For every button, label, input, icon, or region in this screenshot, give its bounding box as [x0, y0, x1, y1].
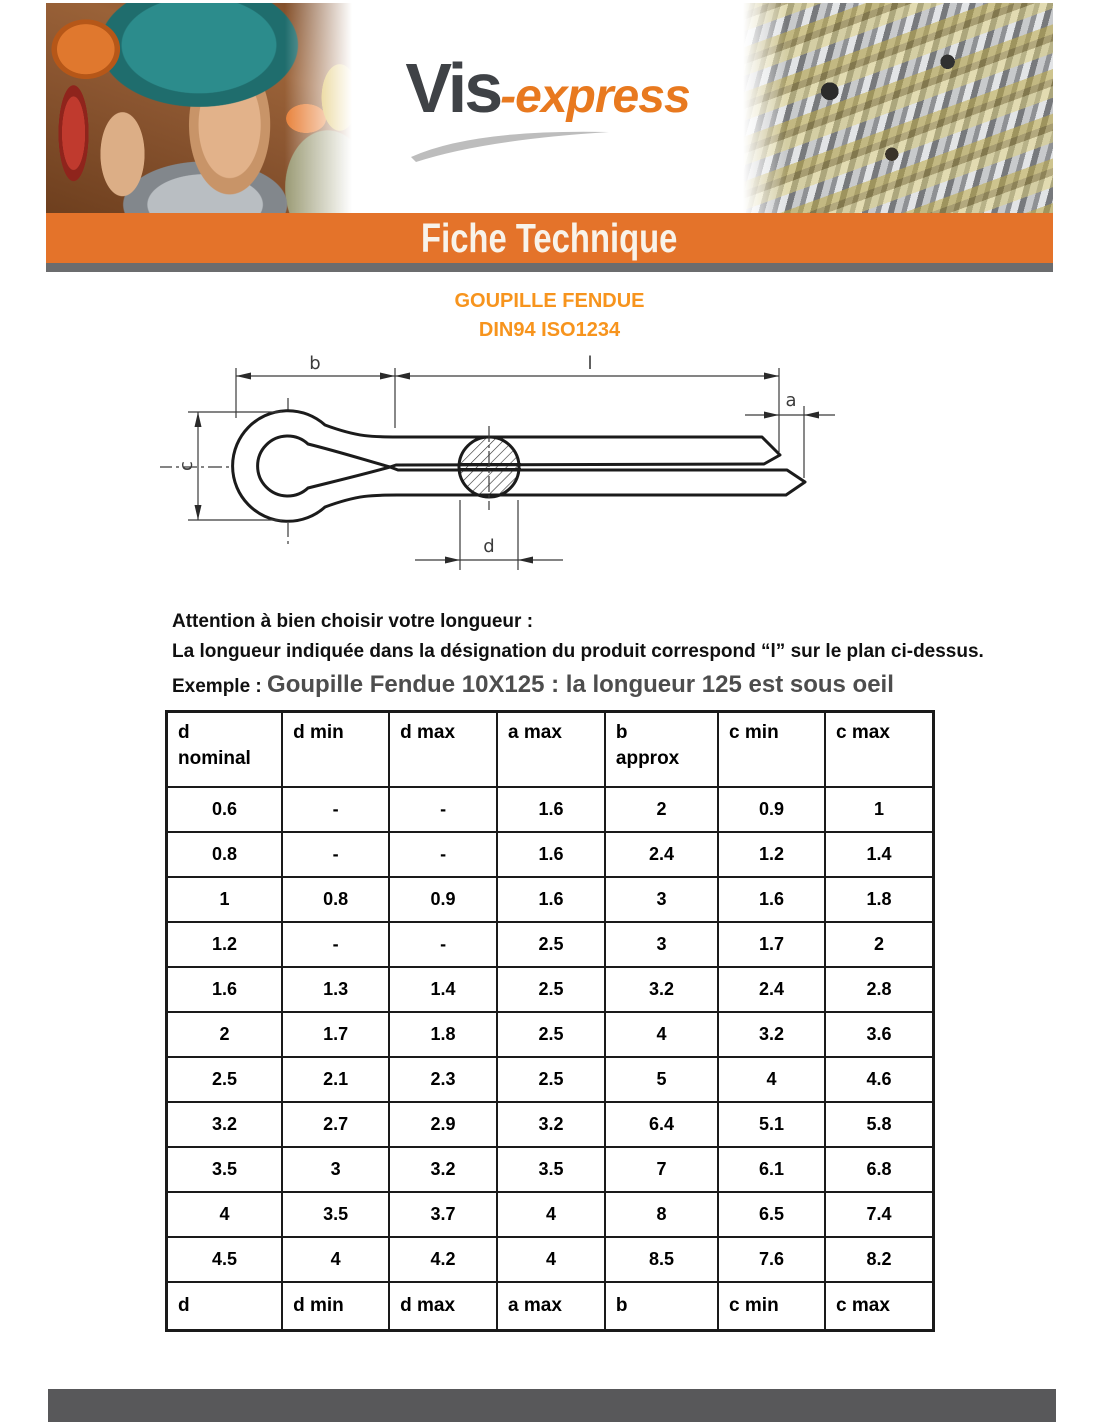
- table-cell: 1.8: [389, 1012, 497, 1057]
- logo-express-text: -express: [500, 70, 690, 123]
- note-line1: Attention à bien choisir votre longueur :: [172, 611, 534, 632]
- table-cell: 2: [167, 1012, 283, 1057]
- table-row: [167, 1237, 934, 1282]
- dim-label-b: b: [309, 353, 321, 374]
- logo-vis-text: Vis: [405, 49, 501, 127]
- table-cell: 2.5: [167, 1057, 283, 1102]
- table-cell: 7.6: [718, 1237, 825, 1282]
- note: [172, 607, 1008, 704]
- note-line2: La longueur indiquée dans la désignation du produit correspond “l” sur le plan ci-dessus.: [172, 641, 984, 662]
- column-header: a max: [497, 712, 605, 788]
- dim-label-a: a: [785, 390, 797, 411]
- logo-wordmark: [405, 49, 690, 127]
- table-cell: 3.2: [718, 1012, 825, 1057]
- table-cell: 3.7: [389, 1192, 497, 1237]
- table-cell: 6.5: [718, 1192, 825, 1237]
- table-cell: 1.6: [497, 832, 605, 877]
- table-row: [167, 1102, 934, 1147]
- table-cell: 2.3: [389, 1057, 497, 1102]
- table-cell: 4: [282, 1237, 389, 1282]
- table-row: [167, 1057, 934, 1102]
- table-cell: 2.1: [282, 1057, 389, 1102]
- table-cell: 7.4: [825, 1192, 933, 1237]
- table-cell: 1.3: [282, 967, 389, 1012]
- footer-row: [167, 1282, 934, 1331]
- footer-cell: a max: [497, 1282, 605, 1331]
- table-cell: 2: [605, 787, 718, 832]
- table-cell: 3.5: [282, 1192, 389, 1237]
- footer-bar: [48, 1389, 1056, 1422]
- dim-label-c: c: [176, 461, 197, 471]
- footer-cell: d: [167, 1282, 283, 1331]
- table-cell: -: [282, 832, 389, 877]
- technical-drawing: [160, 348, 980, 598]
- table-cell: 6.1: [718, 1147, 825, 1192]
- column-header: d max: [389, 712, 497, 788]
- table-cell: 3.2: [167, 1102, 283, 1147]
- table-cell: 1.6: [497, 787, 605, 832]
- table-cell: 2.5: [497, 922, 605, 967]
- table-cell: -: [282, 922, 389, 967]
- header-row: [167, 712, 934, 788]
- footer-cell: c min: [718, 1282, 825, 1331]
- banner-title: Fiche Technique: [421, 214, 678, 261]
- table-cell: 5.1: [718, 1102, 825, 1147]
- doc-title-line2: DIN94 ISO1234: [478, 319, 621, 341]
- table-cell: 4.5: [167, 1237, 283, 1282]
- table-row: [167, 832, 934, 877]
- table-cell: 1.4: [825, 832, 933, 877]
- column-header: c max: [825, 712, 933, 788]
- table-cell: 1.7: [718, 922, 825, 967]
- table-cell: 1: [825, 787, 933, 832]
- table-cell: 7: [605, 1147, 718, 1192]
- table-cell: 2.7: [282, 1102, 389, 1147]
- example-line: [172, 668, 1008, 704]
- table-cell: 2: [825, 922, 933, 967]
- table-cell: 2.5: [497, 1057, 605, 1102]
- table-cell: 1.4: [389, 967, 497, 1012]
- page-content: [46, 3, 1053, 1422]
- table-cell: 6.8: [825, 1147, 933, 1192]
- table-cell: 2.4: [718, 967, 825, 1012]
- logo-swoosh: [403, 127, 633, 163]
- table-cell: 3.5: [167, 1147, 283, 1192]
- table-cell: 8: [605, 1192, 718, 1237]
- table-cell: 4: [605, 1012, 718, 1057]
- doc-title: [46, 287, 1053, 345]
- column-header: d nominal: [167, 712, 283, 788]
- table-cell: 2.8: [825, 967, 933, 1012]
- table-cell: 0.9: [718, 787, 825, 832]
- table-cell: 0.8: [167, 832, 283, 877]
- table-cell: 1.6: [497, 877, 605, 922]
- table-cell: 8.5: [605, 1237, 718, 1282]
- table-cell: 1.2: [718, 832, 825, 877]
- example-label: Exemple :: [172, 676, 268, 697]
- table-cell: 2.4: [605, 832, 718, 877]
- table-cell: 3.6: [825, 1012, 933, 1057]
- table-row: [167, 1012, 934, 1057]
- table-cell: 6.4: [605, 1102, 718, 1147]
- column-header: c min: [718, 712, 825, 788]
- table-cell: 2.5: [497, 1012, 605, 1057]
- table-row: [167, 1147, 934, 1192]
- footer-cell: d max: [389, 1282, 497, 1331]
- header: [46, 3, 1053, 213]
- table-cell: 1.6: [718, 877, 825, 922]
- table-cell: 5.8: [825, 1102, 933, 1147]
- table-cell: 3: [605, 877, 718, 922]
- dim-label-l: l: [587, 353, 593, 374]
- table-cell: -: [282, 787, 389, 832]
- table-cell: 4.2: [389, 1237, 497, 1282]
- footer-cell: d min: [282, 1282, 389, 1331]
- table-cell: 1.8: [825, 877, 933, 922]
- workbench-photo: [46, 3, 352, 213]
- table-cell: -: [389, 922, 497, 967]
- table-row: [167, 787, 934, 832]
- table-cell: -: [389, 832, 497, 877]
- table-row: [167, 1192, 934, 1237]
- table-cell: 3.2: [497, 1102, 605, 1147]
- table-cell: 3.2: [389, 1147, 497, 1192]
- screws-photo: [743, 3, 1053, 213]
- table-cell: 8.2: [825, 1237, 933, 1282]
- table-cell: 5: [605, 1057, 718, 1102]
- logo: [352, 3, 743, 213]
- banner: [46, 213, 1053, 263]
- table-cell: 0.6: [167, 787, 283, 832]
- example-text: Goupille Fendue 10X125 : la longueur 125 est sous oeil: [267, 671, 894, 698]
- column-header: b approx: [605, 712, 718, 788]
- spec-table: [165, 710, 935, 1332]
- footer-cell: b: [605, 1282, 718, 1331]
- table-cell: -: [389, 787, 497, 832]
- table-cell: 3: [605, 922, 718, 967]
- technical-drawing-wrap: [160, 348, 1053, 603]
- footer-cell: c max: [825, 1282, 933, 1331]
- column-header: d min: [282, 712, 389, 788]
- table-cell: 4: [167, 1192, 283, 1237]
- table-cell: 0.8: [282, 877, 389, 922]
- gray-strip: [46, 263, 1053, 272]
- table-cell: 1.2: [167, 922, 283, 967]
- doc-title-line1: GOUPILLE FENDUE: [454, 290, 645, 312]
- table-cell: 2.9: [389, 1102, 497, 1147]
- table-row: [167, 967, 934, 1012]
- table-cell: 4.6: [825, 1057, 933, 1102]
- dim-label-d: d: [483, 536, 495, 557]
- table-cell: 4: [497, 1192, 605, 1237]
- table-cell: 1.6: [167, 967, 283, 1012]
- table-cell: 2.5: [497, 967, 605, 1012]
- table-row: [167, 877, 934, 922]
- table-cell: 3: [282, 1147, 389, 1192]
- table-cell: 1.7: [282, 1012, 389, 1057]
- table-cell: 3.2: [605, 967, 718, 1012]
- table-cell: 0.9: [389, 877, 497, 922]
- table-cell: 3.5: [497, 1147, 605, 1192]
- table-cell: 4: [718, 1057, 825, 1102]
- table-row: [167, 922, 934, 967]
- table-cell: 4: [497, 1237, 605, 1282]
- table-cell: 1: [167, 877, 283, 922]
